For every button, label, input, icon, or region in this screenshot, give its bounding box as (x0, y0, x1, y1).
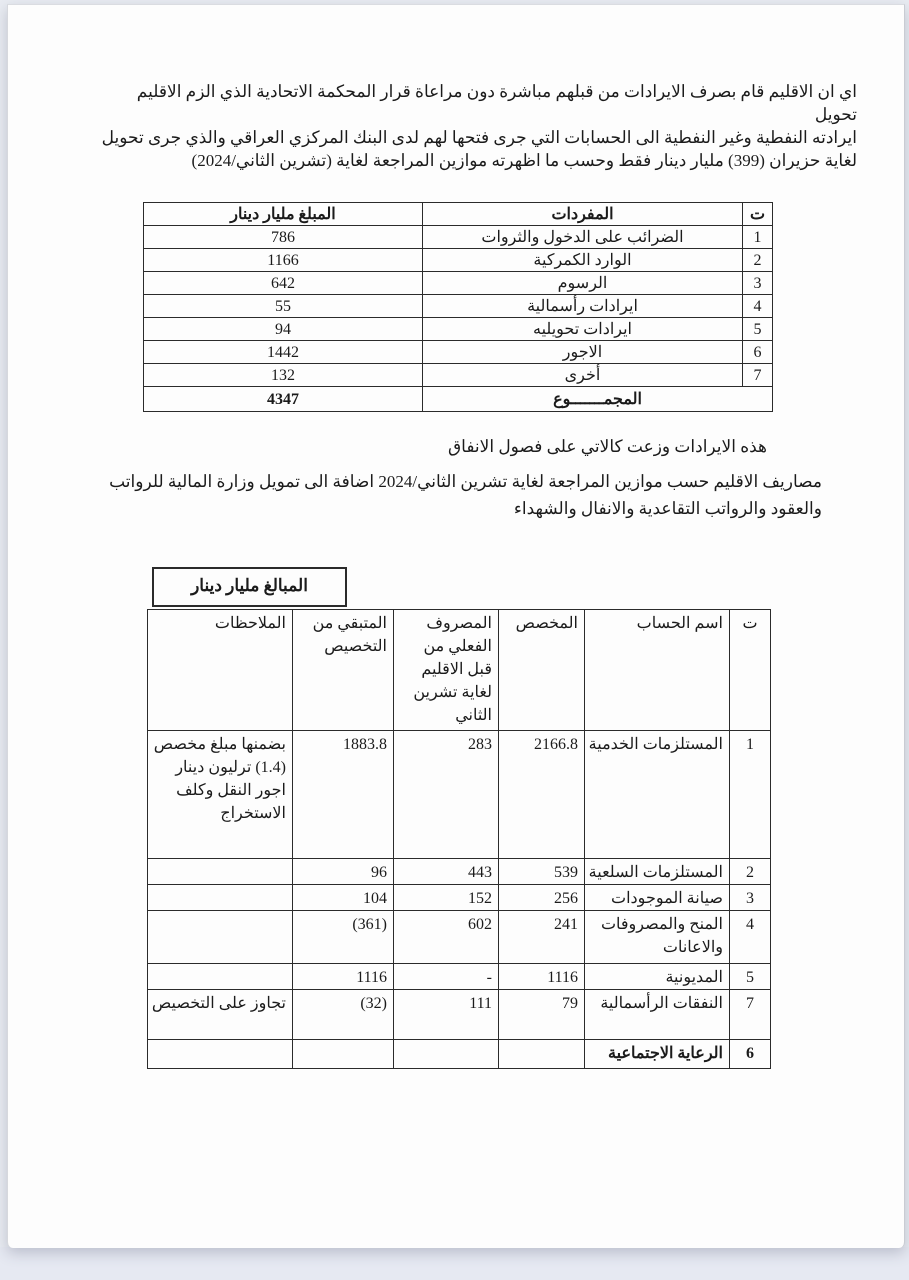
row-spent: 443 (394, 859, 499, 885)
scan-background-band (0, 1247, 909, 1280)
row-account: المستلزمات الخدمية (585, 731, 730, 859)
intro-paragraph (97, 80, 857, 172)
col-header-no: ت (730, 610, 771, 731)
row-notes: بضمنها مبلغ مخصص (1.4) ترليون دينار اجور النقل وكلف الاستخراج (148, 731, 293, 859)
row-amount: 642 (144, 272, 423, 295)
row-remaining (293, 1040, 394, 1069)
table-row (148, 990, 771, 1040)
row-remaining: 1116 (293, 964, 394, 990)
row-notes (148, 859, 293, 885)
table-row (144, 272, 773, 295)
row-no: 1 (743, 226, 773, 249)
expenses-table (147, 609, 771, 1069)
row-spent: 602 (394, 911, 499, 964)
row-item: الاجور (423, 341, 743, 364)
table-row (144, 295, 773, 318)
row-allocated: 2166.8 (499, 731, 585, 859)
row-allocated: 241 (499, 911, 585, 964)
row-allocated: 539 (499, 859, 585, 885)
table-row (148, 1040, 771, 1069)
revenues-total-row (144, 387, 773, 412)
col-header-account: اسم الحساب (585, 610, 730, 731)
row-remaining: (361) (293, 911, 394, 964)
intro-line-1: اي ان الاقليم قام بصرف الايرادات من قبلهم مباشرة دون مراعاة قرار المحكمة الاتحادية الذي الزم الاقليم تحويل (136, 82, 857, 124)
table-row (144, 364, 773, 387)
total-amount: 4347 (144, 387, 423, 412)
row-item: ايرادات رأسمالية (423, 295, 743, 318)
row-notes (148, 1040, 293, 1069)
row-account: المنح والمصروفات والاعانات (585, 911, 730, 964)
row-remaining: 1883.8 (293, 731, 394, 859)
row-notes (148, 885, 293, 911)
row-amount: 786 (144, 226, 423, 249)
row-amount: 1442 (144, 341, 423, 364)
table-row (144, 226, 773, 249)
expenses-note-line-2: والعقود والرواتب التقاعدية والانفال والشهداء (513, 499, 822, 518)
row-no: 2 (730, 859, 771, 885)
row-no: 2 (743, 249, 773, 272)
row-spent: 283 (394, 731, 499, 859)
row-account: المستلزمات السلعية (585, 859, 730, 885)
expenses-header-row (148, 610, 771, 731)
total-label: المجمـــــــوع (423, 387, 773, 412)
row-notes (148, 964, 293, 990)
row-account: النفقات الرأسمالية (585, 990, 730, 1040)
row-no: 6 (743, 341, 773, 364)
col-header-item: المفردات (423, 203, 743, 226)
row-no: 4 (743, 295, 773, 318)
amounts-unit-box: المبالغ مليار دينار (152, 567, 347, 607)
row-no: 3 (743, 272, 773, 295)
table-row (148, 911, 771, 964)
intro-line-3: لغاية حزيران (399) مليار دينار فقط وحسب ما اظهرته موازين المراجعة لغاية (تشرين الثاني/2024) (191, 151, 857, 170)
row-allocated (499, 1040, 585, 1069)
row-allocated: 256 (499, 885, 585, 911)
row-no: 7 (730, 990, 771, 1040)
table-row (148, 885, 771, 911)
row-notes (148, 911, 293, 964)
row-spent (394, 1040, 499, 1069)
row-no: 6 (730, 1040, 771, 1069)
row-amount: 55 (144, 295, 423, 318)
col-header-no: ت (743, 203, 773, 226)
row-item: أخرى (423, 364, 743, 387)
table-row (144, 318, 773, 341)
row-spent: 152 (394, 885, 499, 911)
expenses-note (92, 468, 822, 522)
row-item: الوارد الكمركية (423, 249, 743, 272)
row-item: ايرادات تحويليه (423, 318, 743, 341)
row-no: 3 (730, 885, 771, 911)
col-header-remaining: المتبقي من التخصيص (293, 610, 394, 731)
distribution-note: هذه الايرادات وزعت كالاتي على فصول الانفاق (447, 437, 767, 456)
row-allocated: 1116 (499, 964, 585, 990)
row-notes: تجاوز على التخصيص (148, 990, 293, 1040)
col-header-allocated: المخصص (499, 610, 585, 731)
col-header-amount: المبلغ مليار دينار (144, 203, 423, 226)
row-no: 7 (743, 364, 773, 387)
row-allocated: 79 (499, 990, 585, 1040)
row-item: الرسوم (423, 272, 743, 295)
row-spent: 111 (394, 990, 499, 1040)
row-amount: 94 (144, 318, 423, 341)
table-row (148, 731, 771, 859)
col-header-spent: المصروف الفعلي من قبل الاقليم لغاية تشرين الثاني (394, 610, 499, 731)
expenses-note-line-1: مصاريف الاقليم حسب موازين المراجعة لغاية تشرين الثاني/2024 اضافة الى تمويل وزارة المالية للرواتب (109, 472, 822, 491)
row-remaining: 104 (293, 885, 394, 911)
intro-line-2: ايرادته النفطية وغير النفطية الى الحسابات التي جرى فتحها لهم لدى البنك المركزي العراقي والذي جرى تحويل (101, 128, 857, 147)
revenues-header-row (144, 203, 773, 226)
table-row (144, 249, 773, 272)
row-account: صيانة الموجودات (585, 885, 730, 911)
row-remaining: (32) (293, 990, 394, 1040)
row-amount: 1166 (144, 249, 423, 272)
row-account: المديونية (585, 964, 730, 990)
row-amount: 132 (144, 364, 423, 387)
table-row (144, 341, 773, 364)
row-spent: - (394, 964, 499, 990)
table-row (148, 859, 771, 885)
row-no: 4 (730, 911, 771, 964)
row-no: 5 (730, 964, 771, 990)
row-remaining: 96 (293, 859, 394, 885)
row-account: الرعاية الاجتماعية (585, 1040, 730, 1069)
row-no: 1 (730, 731, 771, 859)
col-header-notes: الملاحظات (148, 610, 293, 731)
table-row (148, 964, 771, 990)
revenues-table (143, 202, 773, 412)
row-item: الضرائب على الدخول والثروات (423, 226, 743, 249)
row-no: 5 (743, 318, 773, 341)
